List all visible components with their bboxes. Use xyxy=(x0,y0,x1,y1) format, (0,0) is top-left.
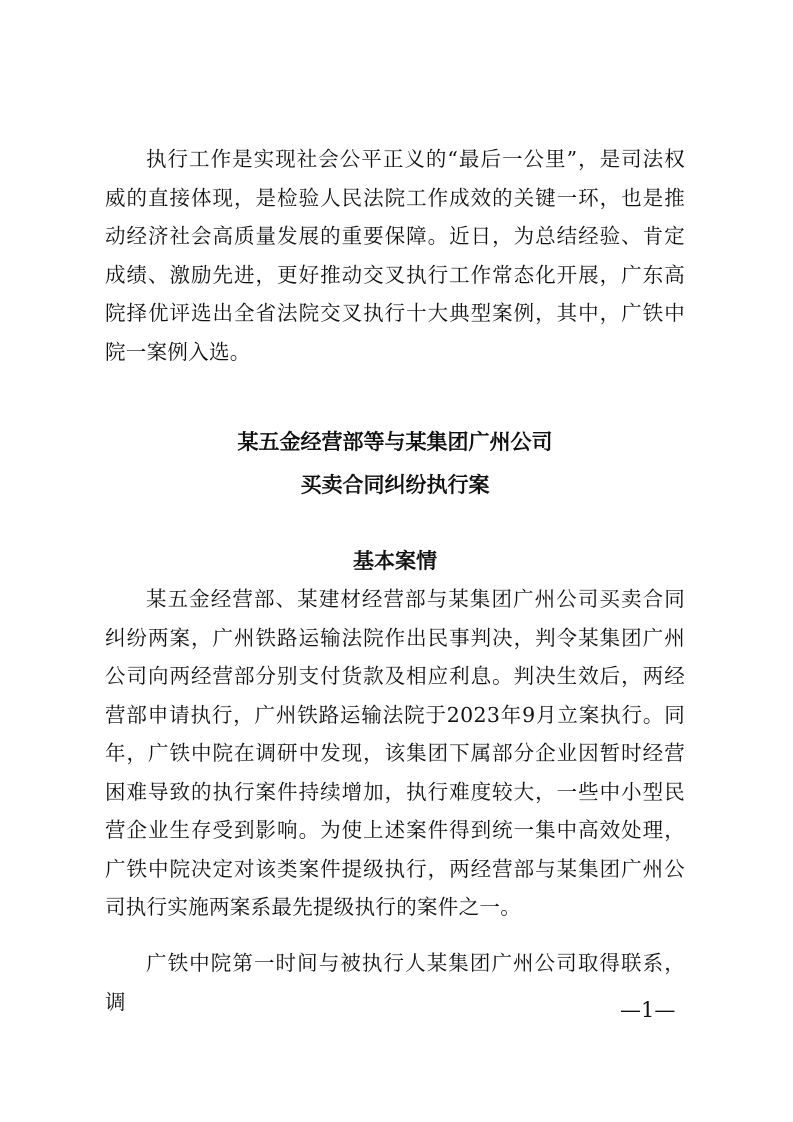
section-heading: 基本案情 xyxy=(353,548,437,573)
facts-paragraph-2: 广铁中院第一时间与被执行人某集团广州公司取得联系，调 xyxy=(105,951,685,1014)
intro-paragraph: 执行工作是实现社会公平正义的“最后一公里”，是司法权威的直接体现，是检验人民法院工作成效的关键一环，也是推动经济社会高质量发展的重要保障。近日，为总结经验、肯定成绩、激励先进，更好推动交叉执行工作常态化开展，广东高院择优评选出全省法院交叉执行十大典型案例，其中，广铁中院一案例入选。 xyxy=(105,147,685,364)
facts-paragraph-1: 某五金经营部、某建材经营部与某集团广州公司买卖合同纠纷两案，广州铁路运输法院作出民事判决，判令某集团广州公司向两经营部分别支付货款及相应利息。判决生效后，两经营部申请执行，广州铁路运输法院于2023年9月立案执行。同年，广铁中院在调研中发现，该集团下属部分企业因暂时经营困难导致的执行案件持续增加，执行难度较大，一些中小型民营企业生存受到影响。为使上述案件得到统一集中高效处理，广铁中院决定对该类案件提级执行，两经营部与某集团广州公司执行实施两案系最先提级执行的案件之一。 xyxy=(105,587,685,919)
page-number: —1— xyxy=(620,998,676,1022)
case-title-line-1: 某五金经营部等与某集团广州公司 xyxy=(237,430,553,454)
case-title-line-2: 买卖合同纠纷执行案 xyxy=(300,473,490,497)
